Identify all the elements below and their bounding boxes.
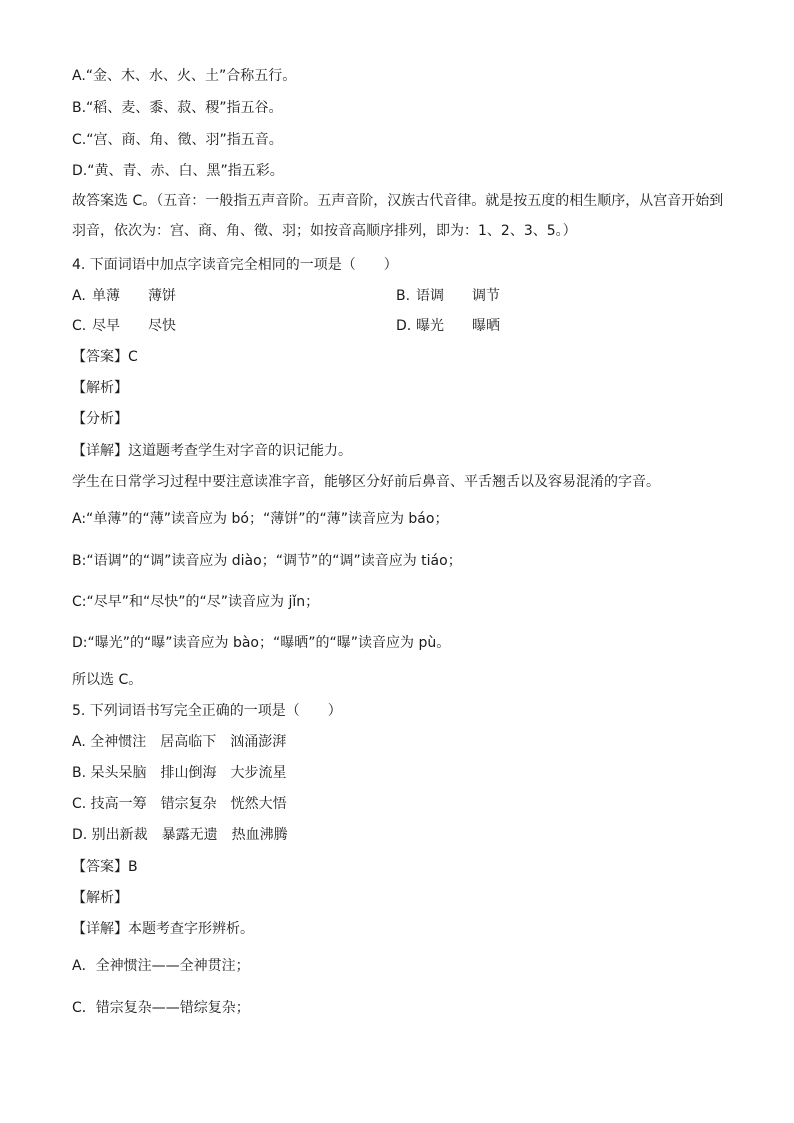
q4-option-c-word1: 尽早 <box>92 318 120 334</box>
q4-option-b-word2: 调节 <box>472 288 500 304</box>
q4-option-c <box>72 316 176 336</box>
q4-option-b <box>396 286 500 306</box>
q4-answer: 【答案】C <box>72 349 138 365</box>
q4-option-d-word2: 曝晒 <box>472 318 500 334</box>
q3-option-c: C.“宫、商、角、徵、羽”指五音。 <box>72 132 283 148</box>
q5-question: 5. 下列词语书写完全正确的一项是（ ） <box>72 703 342 719</box>
q4-explain-a: A:“单薄”的“薄”读音应为 bó；“薄饼”的“薄”读音应为 báo； <box>72 511 449 527</box>
q4-option-d-word1: 曝光 <box>416 318 444 334</box>
q3-option-a: A.“金、木、水、火、土”合称五行。 <box>72 68 297 84</box>
q4-explain-c: C:“尽早”和“尽快”的“尽”读音应为 jǐn； <box>72 594 320 610</box>
q3-answer-line1: 故答案选 C。（五音：一般指五声音阶。五声音阶，汉族古代音律。就是按五度的相生顺序，从宫音开始到 <box>72 193 724 209</box>
q3-option-d: D.“黄、青、赤、白、黑”指五彩。 <box>72 163 284 179</box>
q4-explain-b: B:“语调”的“调”读音应为 diào；“调节”的“调”读音应为 tiáo； <box>72 553 462 569</box>
q4-option-a-word1: 单薄 <box>92 288 120 304</box>
q5-option-d: D. 别出新裁 暴露无遗 热血沸腾 <box>72 827 288 843</box>
q4-conclusion: 所以选 C。 <box>72 672 143 688</box>
q5-analysis-heading: 【解析】 <box>72 890 128 906</box>
q4-option-a-word2: 薄饼 <box>148 288 176 304</box>
q5-correction-a: A．全神惯注——全神贯注； <box>72 958 250 974</box>
q4-explain-d: D:“曝光”的“曝”读音应为 bào；“曝晒”的“曝”读音应为 pù。 <box>72 635 451 651</box>
q4-question: 4. 下面词语中加点字读音完全相同的一项是（ ） <box>72 257 398 273</box>
q3-option-b: B.“稻、麦、黍、菽、稷”指五谷。 <box>72 100 283 116</box>
q4-detail: 【详解】这道题考查学生对字音的识记能力。 <box>72 443 352 459</box>
q5-detail: 【详解】本题考查字形辨析。 <box>72 921 254 937</box>
q5-option-c: C. 技高一筹 错宗复杂 恍然大悟 <box>72 796 287 812</box>
q5-option-b: B. 呆头呆脑 排山倒海 大步流星 <box>72 765 287 781</box>
q5-answer: 【答案】B <box>72 859 138 875</box>
q4-option-b-word1: 语调 <box>416 288 444 304</box>
q4-option-b-label: B. <box>396 288 411 304</box>
q5-option-a: A. 全神惯注 居高临下 汹涌澎湃 <box>72 734 287 750</box>
q4-option-d <box>396 316 500 336</box>
q4-option-d-label: D. <box>396 318 412 334</box>
q4-option-c-word2: 尽快 <box>148 318 176 334</box>
q4-fenxi-heading: 【分析】 <box>72 411 128 427</box>
q3-answer-line2: 羽音，依次为：宫、商、角、徵、羽；如按音高顺序排列，即为：1、2、3、5。） <box>72 223 577 239</box>
q4-analysis-heading: 【解析】 <box>72 380 128 396</box>
q5-correction-c: C．错宗复杂——错综复杂； <box>72 1000 250 1016</box>
q4-option-a <box>72 286 176 306</box>
q4-option-c-label: C. <box>72 318 87 334</box>
q4-detail2: 学生在日常学习过程中要注意读准字音，能够区分好前后鼻音、平舌翘舌以及容易混淆的字音。 <box>72 474 660 490</box>
q4-option-a-label: A. <box>72 288 86 304</box>
